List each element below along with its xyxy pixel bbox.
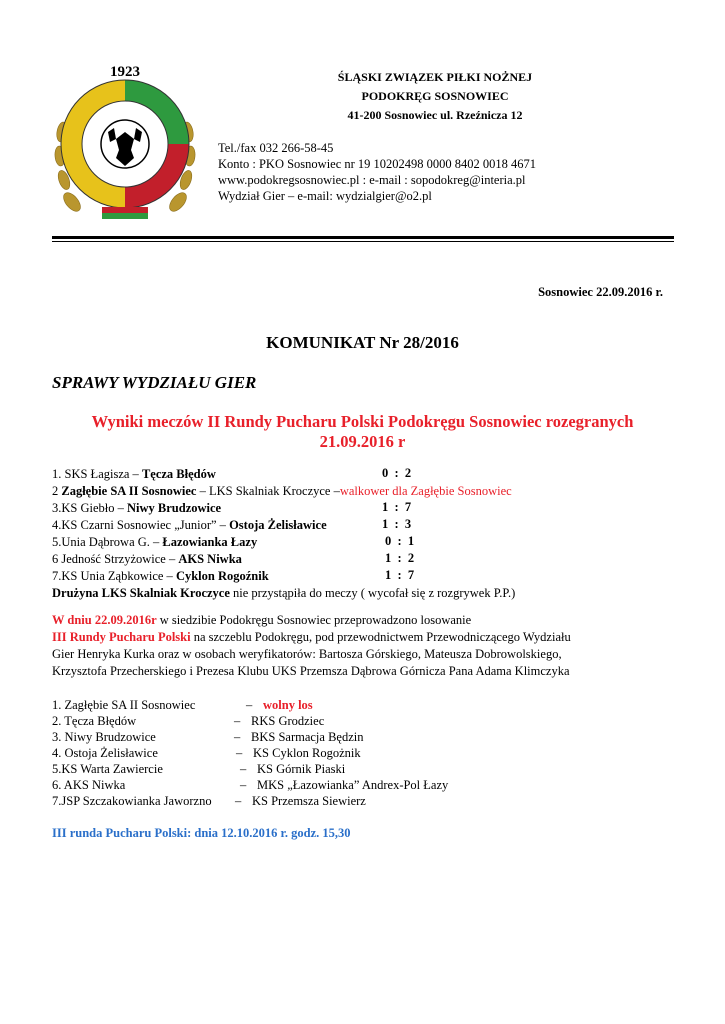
result-row: 1. SKS Łagisza – Tęcza Błędów	[52, 467, 216, 481]
draw-para-line3: Gier Henryka Kurka oraz w osobach weryfikatorów: Bartosza Górskiego, Mateusza Dobrowolskiego,	[52, 647, 562, 661]
draw-opponent: KS Górnik Piaski	[257, 762, 346, 776]
result-score: 1 : 7	[382, 500, 412, 514]
org-address: 41-200 Sosnowiec ul. Rzeźnicza 12	[347, 108, 523, 122]
draw-team: 1. Zagłębie SA II Sosnowiec	[52, 698, 196, 712]
walkover-note: walkower dla Zagłębie Sosnowiec	[339, 484, 512, 498]
header-divider-thick	[52, 236, 674, 239]
winner-team: AKS Niwka	[178, 552, 242, 566]
draw-team: 2. Tęcza Błędów	[52, 714, 137, 728]
draw-separator: –	[234, 714, 241, 728]
draw-separator: –	[246, 698, 253, 712]
draw-team: 5.KS Warta Zawiercie	[52, 762, 163, 776]
result-row: 2 Zagłębie SA II Sosnowiec – LKS Skalniak Kroczyce –walkower dla Zagłębie Sosnowiec	[52, 484, 512, 498]
draw-opponent: KS Przemsza Siewierz	[252, 794, 366, 808]
draw-separator: –	[240, 778, 247, 792]
winner-team: Tęcza Błędów	[141, 467, 216, 481]
results-heading-line1: Wyniki meczów II Rundy Pucharu Polski Podokręgu Sosnowiec rozegranych	[91, 412, 634, 431]
result-row: 3.KS Giebło – Niwy Brudzowice	[52, 501, 222, 515]
result-row: 5.Unia Dąbrowa G. – Łazowianka Łazy	[52, 535, 258, 549]
document-title: KOMUNIKAT Nr 28/2016	[266, 333, 459, 352]
logo-year: 1923	[110, 64, 140, 80]
winner-team: Niwy Brudzowice	[127, 501, 222, 515]
forfeit-team: Drużyna LKS Skalniak Kroczyce	[52, 586, 230, 600]
result-row: 6 Jedność Strzyżowice – AKS Niwka	[52, 552, 242, 566]
draw-separator: –	[236, 746, 243, 760]
result-row: 4.KS Czarni Sosnowiec „Junior” – Ostoja Żelisławice	[52, 518, 327, 532]
results-heading-line2: 21.09.2016 r	[319, 432, 406, 451]
result-score: 1 : 2	[385, 551, 415, 565]
draw-para-line4: Krzysztofa Przecherskiego i Prezesa Klubu UKS Przemsza Dąbrowa Górnicza Pana Adama Klimczyka	[52, 664, 570, 678]
draw-date: W dniu 22.09.2016r	[52, 613, 157, 627]
forfeit-note: Drużyna LKS Skalniak Kroczyce nie przystąpiła do meczy ( wycofał się z rozgrywek P.P.)	[52, 586, 516, 600]
draw-separator: –	[234, 730, 241, 744]
draw-para-line1: W dniu 22.09.2016r w siedzibie Podokręgu Sosnowiec przeprowadzono losowanie	[52, 613, 472, 627]
draw-team: 7.JSP Szczakowianka Jaworzno	[52, 794, 212, 808]
association-logo	[50, 62, 200, 230]
draw-team: 3. Niwy Brudzowice	[52, 730, 156, 744]
result-row: 7.KS Unia Ząbkowice – Cyklon Rogoźnik	[52, 569, 269, 583]
contact-bank: Konto : PKO Sosnowiec nr 19 10202498 0000 8402 0018 4671	[218, 157, 537, 171]
draw-opponent: KS Cyklon Rogożnik	[253, 746, 361, 760]
draw-opponent: RKS Grodziec	[251, 714, 325, 728]
org-name: ŚLĄSKI ZWIĄZEK PIŁKI NOŻNEJ	[337, 70, 533, 84]
winner-team: Ostoja Żelisławice	[229, 518, 327, 532]
winner-team: Zagłębie SA II Sosnowiec	[61, 484, 197, 498]
draw-opponent: BKS Sarmacja Będzin	[251, 730, 364, 744]
draw-para-line2: III Rundy Pucharu Polski na szczeblu Podokręgu, pod przewodnictwem Przewodniczącego Wydziału	[52, 630, 571, 644]
draw-round: III Rundy Pucharu Polski	[52, 630, 191, 644]
winner-team: Cyklon Rogoźnik	[175, 569, 269, 583]
winner-team: Łazowianka Łazy	[162, 535, 258, 549]
document-date: Sosnowiec 22.09.2016 r.	[538, 285, 663, 299]
results-heading	[60, 412, 665, 452]
result-score: 0 : 2	[382, 466, 412, 480]
contact-games-dept: Wydział Gier – e-mail: wydzialgier@o2.pl	[218, 189, 432, 203]
contact-tel: Tel./fax 032 266-58-45	[218, 141, 334, 155]
result-score: 1 : 7	[385, 568, 415, 582]
draw-separator: –	[240, 762, 247, 776]
draw-team: 4. Ostoja Żelisławice	[52, 746, 158, 760]
bye-label: wolny los	[263, 698, 313, 712]
result-score: 0 : 1	[385, 534, 415, 548]
next-round-note: III runda Pucharu Polski: dnia 12.10.2016 r. godz. 15,30	[52, 826, 351, 840]
result-score: 1 : 3	[382, 517, 412, 531]
section-heading: SPRAWY WYDZIAŁU GIER	[52, 373, 257, 392]
header-divider-thin	[52, 241, 674, 242]
draw-separator: –	[235, 794, 242, 808]
contact-web-email: www.podokregsosnowiec.pl : e-mail : sopodokreg@interia.pl	[218, 173, 526, 187]
draw-team: 6. AKS Niwka	[52, 778, 126, 792]
sub-org-name: PODOKRĘG SOSNOWIEC	[361, 89, 509, 103]
draw-opponent: MKS „Łazowianka” Andrex-Pol Łazy	[257, 778, 449, 792]
